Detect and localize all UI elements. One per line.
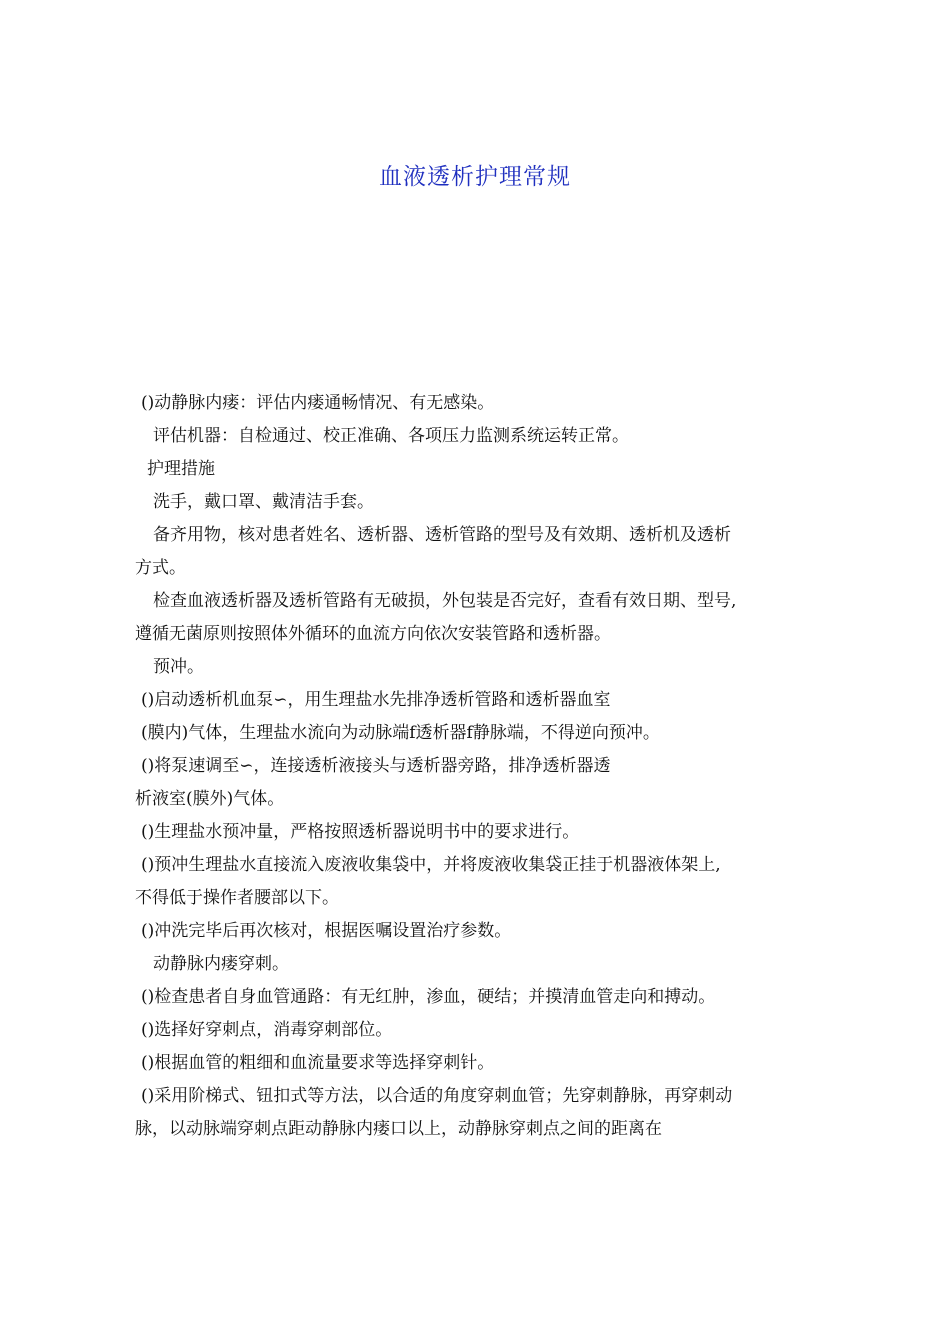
page-title: 血液透析护理常规 [379,164,571,190]
text-line: 脉，以动脉端穿刺点距动静脉内瘘口以上，动静脉穿刺点之间的距离在 [135,1119,662,1139]
text-line: 检查血液透析器及透析管路有无破损，外包装是否完好，查看有效日期、型号, [153,591,737,611]
text-line: ()选择好穿刺点，消毒穿刺部位。 [141,1020,393,1040]
text-line: 方式。 [135,558,186,578]
text-line: ()预冲生理盐水直接流入废液收集袋中，并将废液收集袋正挂于机器液体架上, [141,855,721,875]
text-line: ()检查患者自身血管通路：有无红肿，渗血，硬结；并摸清血管走向和搏动。 [141,987,716,1007]
text-line: 不得低于操作者腰部以下。 [135,888,339,908]
text-line: 动静脉内瘘穿刺。 [153,954,289,974]
text-line: 洗手，戴口罩、戴清洁手套。 [153,492,374,512]
text-line: 遵循无菌原则按照体外循环的血流方向依次安装管路和透析器。 [135,624,611,644]
text-line: 预冲。 [153,657,204,677]
text-line: 备齐用物，核对患者姓名、透析器、透析管路的型号及有效期、透析机及透析 [153,525,731,545]
text-line: 评估机器：自检通过、校正准确、各项压力监测系统运转正常。 [153,426,629,446]
text-line: ()启动透析机血泵∽，用生理盐水先排净透析管路和透析器血室 [141,690,611,710]
document-body [135,387,825,1146]
text-line: ()动静脉内瘘：评估内瘘通畅情况、有无感染。 [141,393,495,413]
text-line: ()冲洗完毕后再次核对，根据医嘱设置治疗参数。 [141,921,512,941]
text-line: 析液室(膜外)气体。 [135,789,285,809]
text-line: ()将泵速调至∽，连接透析液接头与透析器旁路，排净透析器透 [141,756,611,776]
text-line: (膜内)气体，生理盐水流向为动脉端f透析器f静脉端，不得逆向预冲。 [141,723,660,743]
text-line: ()生理盐水预冲量，严格按照透析器说明书中的要求进行。 [141,822,580,842]
text-line: ()采用阶梯式、钮扣式等方法，以合适的角度穿刺血管；先穿刺静脉，再穿刺动 [141,1086,733,1106]
section-heading: 护理措施 [147,459,215,479]
text-line: ()根据血管的粗细和血流量要求等选择穿刺针。 [141,1053,495,1073]
